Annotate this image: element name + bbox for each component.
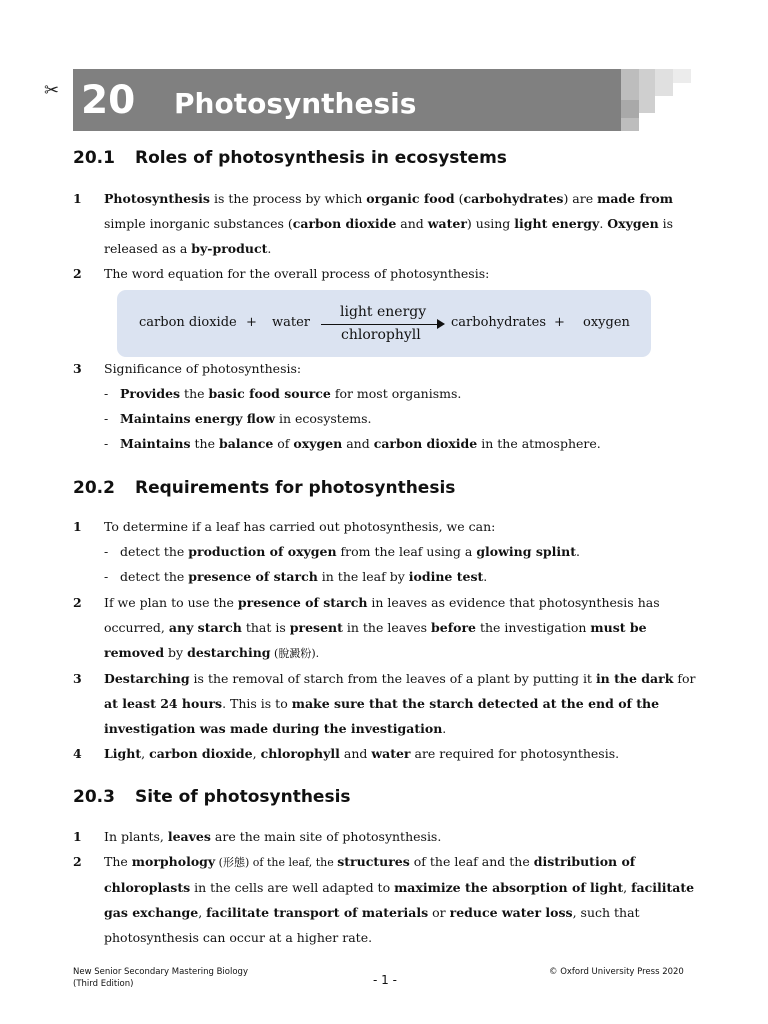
item-text: The morphology (形態) of the leaf, the structures of the leaf and the distribution of chloroplasts in the cells are well adapted to maximize the absorption of light, facilitate gas exchange, facilitate transport of materials or reduce water loss, such that photosynthesis can occur at a higher rate. (104, 854, 695, 945)
equation-condition-light-energy: light energy (340, 304, 427, 320)
equation-reactant-water: water (272, 315, 311, 330)
item-text: To determine if a leaf has carried out photosynthesis, we can: (104, 519, 496, 534)
footer-copyright: © Oxford University Press 2020 (549, 967, 684, 977)
list-item (73, 590, 698, 666)
equation-condition-chlorophyll: chlorophyll (341, 327, 421, 343)
bullet-item: - detect the production of oxygen from the leaf using a glowing splint. (104, 544, 580, 559)
item-number: 1 (73, 191, 82, 206)
section-number: 20.2 (73, 478, 115, 498)
equation-product-oxygen: oxygen (583, 315, 630, 330)
item-text: Photosynthesis is the process by which organic food (carbohydrates) are made from simple inorganic substances (carbon dioxide and water) using light energy. Oxygen is released as a by-product. (104, 191, 674, 256)
section-heading-20-2 (73, 478, 455, 498)
list-item (73, 356, 698, 381)
footer-book-title: New Senior Secondary Mastering Biology (Third Edition) (73, 967, 248, 989)
list-item (73, 741, 698, 766)
section-number: 20.3 (73, 787, 115, 807)
scissors-icon: ✂ (44, 80, 60, 101)
item-number: 3 (73, 361, 82, 376)
list-item (73, 186, 698, 261)
item-number: 2 (73, 595, 82, 610)
section-heading-20-1 (73, 148, 507, 168)
item-text: Significance of photosynthesis: (104, 361, 302, 376)
item-number: 2 (73, 854, 82, 869)
list-item (73, 261, 698, 286)
page-number: - 1 - (373, 973, 397, 987)
chapter-title-bar (73, 69, 621, 131)
chapter-number: 20 (81, 78, 136, 123)
bullet-item: - Provides the basic food source for most organisms. (104, 386, 462, 401)
item-text: If we plan to use the presence of starch in leaves as evidence that photosynthesis has occurred, any starch that is present in the leaves before the investigation must be removed by destarching (脫澱粉). (104, 595, 660, 660)
bullet-item: - Maintains energy flow in ecosystems. (104, 411, 372, 426)
section-title: Requirements for photosynthesis (135, 478, 456, 498)
list-item (73, 514, 698, 539)
item-text: Light, carbon dioxide, chlorophyll and water are required for photosynthesis. (104, 746, 620, 761)
item-number: 1 (73, 829, 82, 844)
equation-plus: + (554, 315, 565, 330)
section-number: 20.1 (73, 148, 115, 168)
section-title: Roles of photosynthesis in ecosystems (135, 148, 507, 168)
item-number: 3 (73, 671, 82, 686)
item-number: 2 (73, 266, 82, 281)
arrow-head-icon (437, 319, 445, 329)
item-text: The word equation for the overall process of photosynthesis: (104, 266, 490, 281)
section-heading-20-3 (73, 787, 351, 807)
list-item (73, 666, 698, 741)
list-item (73, 824, 698, 849)
equation-arrow-line (321, 324, 439, 325)
item-text: In plants, leaves are the main site of photosynthesis. (104, 829, 442, 844)
list-item (73, 849, 698, 950)
equation-plus: + (246, 315, 257, 330)
equation-product-carbohydrates: carbohydrates (451, 315, 546, 330)
chapter-title: Photosynthesis (174, 87, 417, 120)
section-title: Site of photosynthesis (135, 787, 351, 807)
item-text: Destarching is the removal of starch from the leaves of a plant by putting it in the dark for at least 24 hours. This is to make sure that the starch detected at the end of the investigation was made during the investigation. (104, 671, 696, 736)
equation-reactant-carbon-dioxide: carbon dioxide (139, 315, 237, 330)
bullet-item: - detect the presence of starch in the leaf by iodine test. (104, 569, 488, 584)
item-number: 4 (73, 746, 82, 761)
item-number: 1 (73, 519, 82, 534)
bullet-item: - Maintains the balance of oxygen and carbon dioxide in the atmosphere. (104, 436, 601, 451)
